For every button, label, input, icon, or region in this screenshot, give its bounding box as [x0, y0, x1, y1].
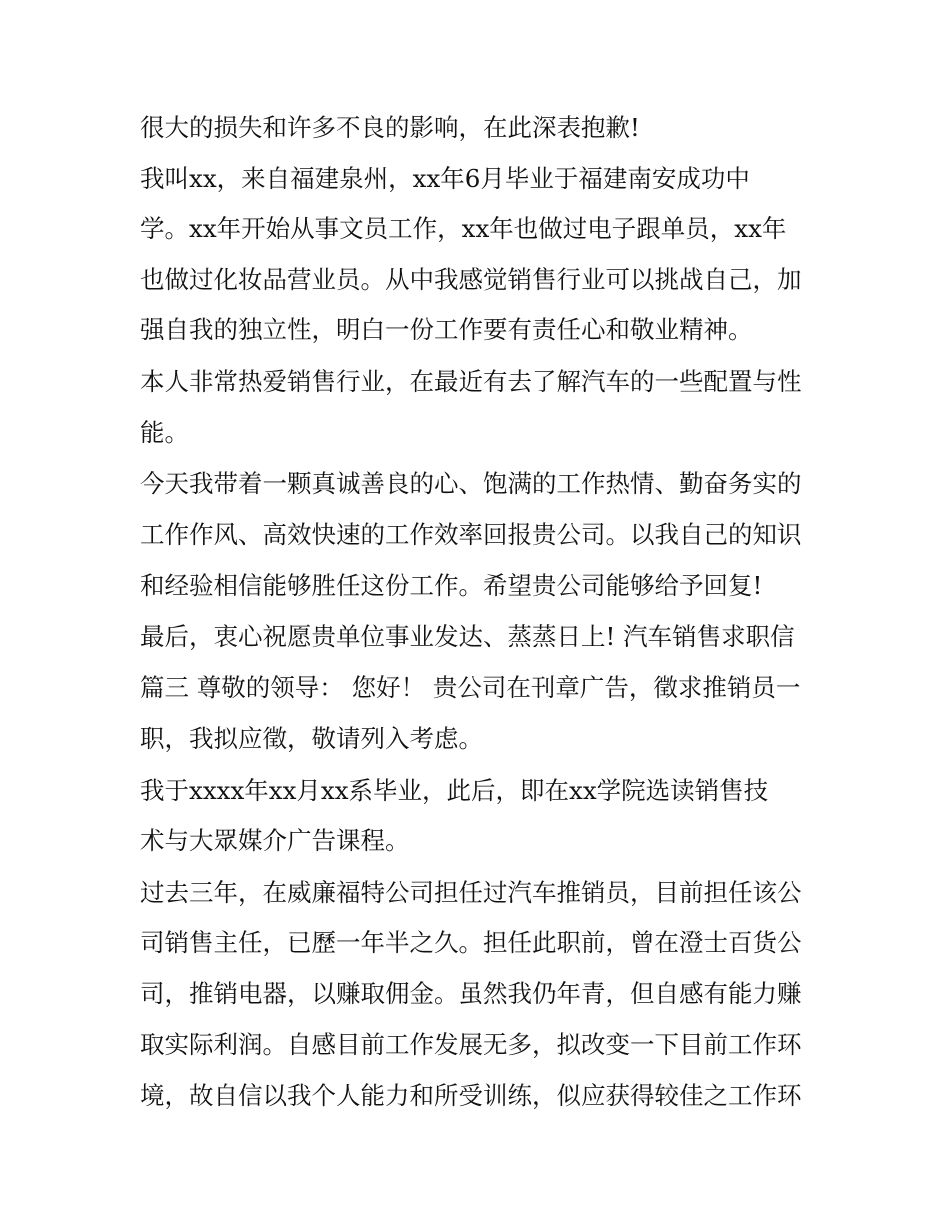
text-line: 最后，衷心祝愿贵单位事业发达、蒸蒸日上! 汽车销售求职信: [140, 622, 795, 651]
text-line: 司，推销电器，以赚取佣金。虽然我仍年青，但自感有能力赚: [140, 979, 802, 1008]
text-line: 学。xx年开始从事文员工作，xx年也做过电子跟单员，xx年: [140, 214, 787, 243]
text-line: 工作作风、高效快速的工作效率回报贵公司。以我自己的知识: [140, 520, 802, 549]
text-line: 今天我带着一颗真诚善良的心、饱满的工作热情、勤奋务实的: [140, 469, 802, 498]
text-line: 我于xxxx年xx月xx系毕业，此后，即在xx学院选读销售技: [140, 776, 769, 805]
text-line: 境，故自信以我个人能力和所受训练，似应获得较佳之工作环: [140, 1081, 802, 1110]
text-line: 很大的损失和许多不良的影响，在此深表抱歉!: [140, 113, 640, 142]
text-line: 和经验相信能够胜任这份工作。希望贵公司能够给予回复!: [140, 571, 763, 600]
text-line: 过去三年，在威廉福特公司担任过汽车推销员，目前担任该公: [140, 878, 802, 907]
text-line: 取实际利润。自感目前工作发展无多，拟改变一下目前工作环: [140, 1030, 802, 1059]
text-line: 强自我的独立性，明白一份工作要有责任心和敬业精神。: [140, 315, 753, 344]
text-line: 职，我拟应徵，敬请列入考虑。: [140, 724, 483, 753]
text-line: 也做过化妆品营业员。从中我感觉销售行业可以挑战自己，加: [140, 265, 802, 294]
text-line: 司销售主任，已歷一年半之久。担任此职前，曾在澄士百货公: [140, 928, 802, 957]
text-line: 能。: [140, 418, 189, 447]
text-line: 篇三 尊敬的领导： 您好！ 贵公司在刊章广告，徵求推销员一: [140, 673, 801, 702]
text-line: 我叫xx，来自福建泉州，xx年6月毕业于福建南安成功中: [140, 164, 750, 193]
text-line: 术与大眾媒介广告课程。: [140, 826, 410, 855]
text-line: 本人非常热爱销售行业，在最近有去了解汽车的一些配置与性: [140, 367, 802, 396]
